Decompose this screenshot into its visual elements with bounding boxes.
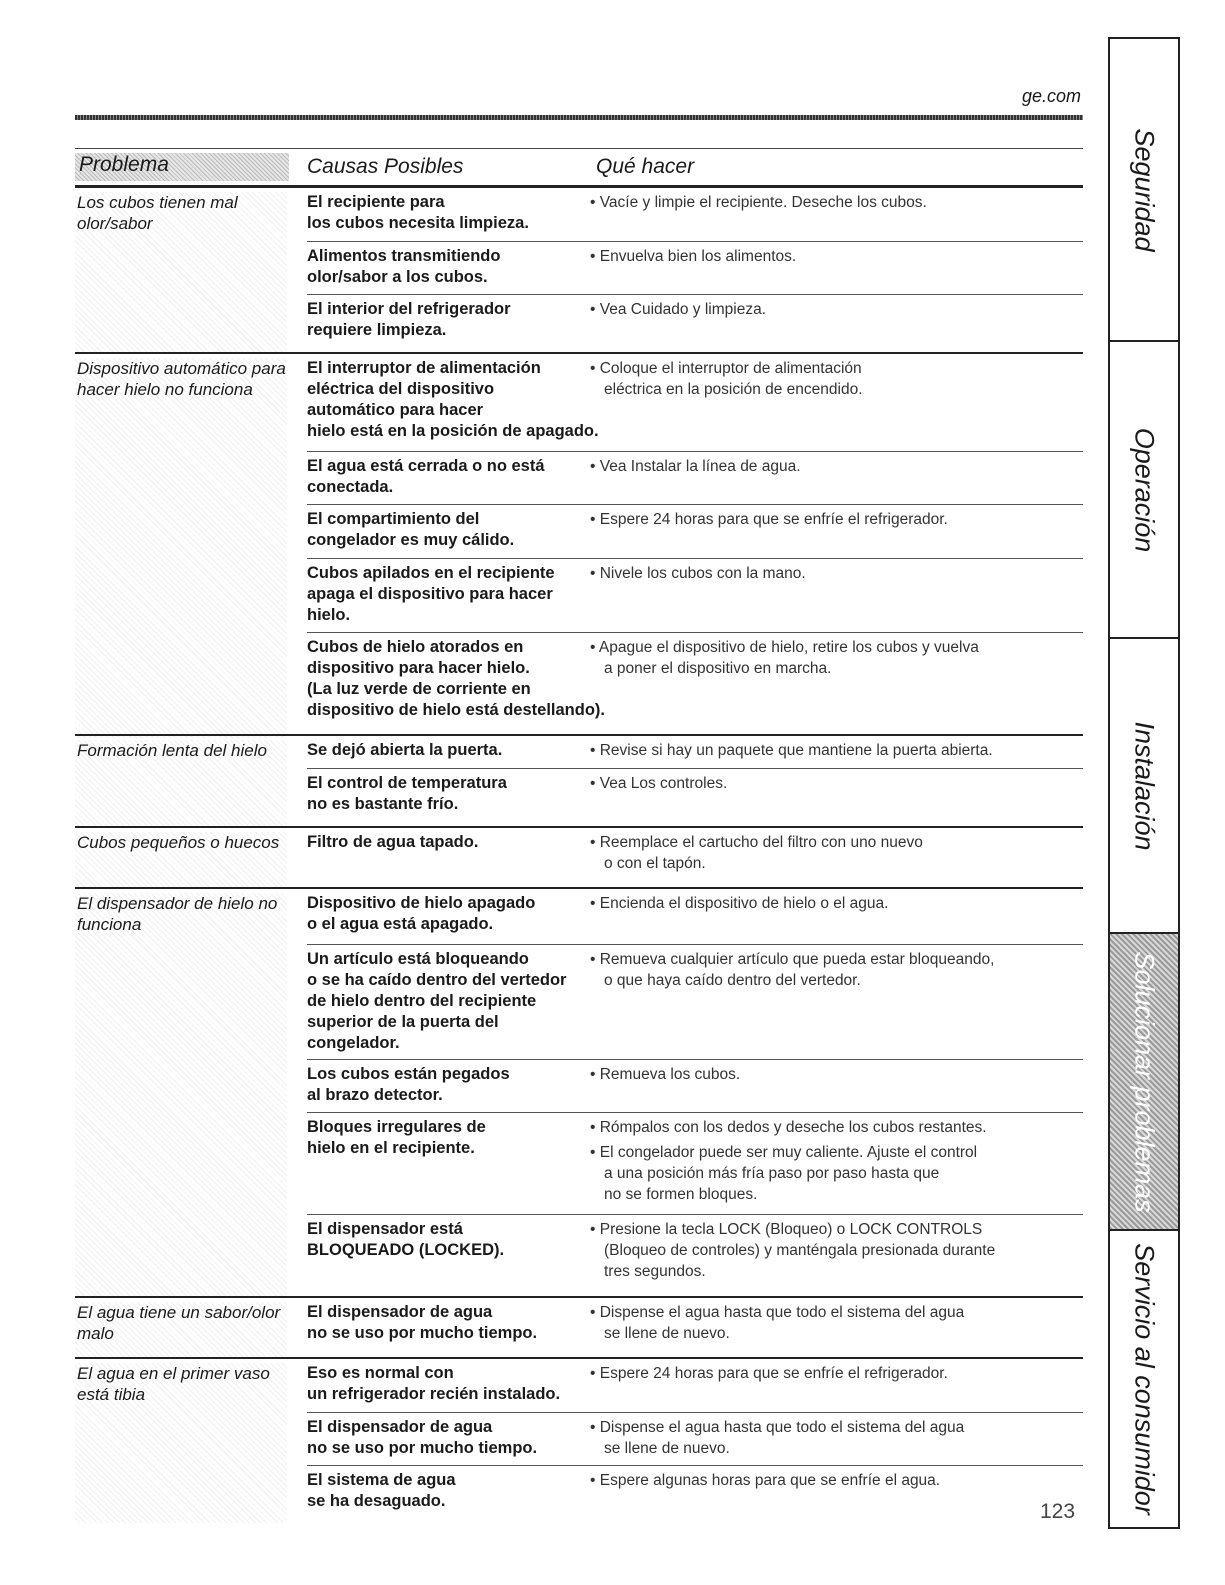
cause-text: El agua está cerrada o no está conectada. <box>307 457 545 496</box>
tab-label: Solucionar problemas <box>1129 950 1160 1213</box>
table-row <box>307 768 1083 827</box>
tab-label: Operación <box>1129 427 1160 552</box>
problem-label: Dispositivo automático para hacer hielo no funciona <box>75 358 287 738</box>
solution-text <box>590 1363 1075 1384</box>
solution-bullet: • Remueva cualquier artículo que pueda estar bloqueando, o que haya caído dentro del vertedor. <box>590 949 1075 991</box>
table-row <box>307 558 1083 632</box>
table-row <box>307 451 1083 504</box>
solution-bullet: • Dispense el agua hasta que todo el sistema del agua se llene de nuevo. <box>590 1302 1075 1344</box>
tab-servicio-al-consumidor[interactable] <box>1110 1231 1178 1527</box>
table-row <box>307 1059 1083 1112</box>
solution-text <box>590 1470 1075 1491</box>
problem-label: Cubos pequeños o huecos <box>75 832 287 888</box>
problem-group <box>75 352 1083 738</box>
problem-group <box>75 734 1083 827</box>
solution-bullet: • Espere algunas horas para que se enfríe el agua. <box>590 1470 1075 1491</box>
table-row <box>307 1112 1083 1214</box>
cause-text: El dispensador de agua no se uso por mucho tiempo. <box>307 1418 538 1457</box>
table-row <box>307 241 1083 294</box>
section-tabs <box>1108 37 1180 1529</box>
table-header <box>75 148 1083 187</box>
table-row <box>307 736 1083 768</box>
problem-label: Los cubos tienen mal olor/sabor <box>75 192 287 353</box>
table-row <box>307 632 1083 737</box>
table-row <box>307 828 1083 886</box>
tab-operacion[interactable] <box>1110 342 1178 639</box>
problem-label: El agua en el primer vaso está tibia <box>75 1363 287 1523</box>
table-row <box>307 944 1083 1059</box>
table-row <box>307 1465 1083 1522</box>
solution-bullet: • Vea Instalar la línea de agua. <box>590 456 1075 477</box>
column-header-problem: Problema <box>75 153 289 181</box>
cause-text: El interior del refrigerador requiere limpieza. <box>307 300 511 339</box>
problem-group <box>75 1357 1083 1523</box>
solution-bullet: • Envuelva bien los alimentos. <box>590 246 1075 267</box>
solution-text <box>590 563 1075 584</box>
table-row <box>307 889 1083 943</box>
solution-bullet: • Vacíe y limpie el recipiente. Deseche los cubos. <box>590 192 1075 213</box>
cause-text: El dispensador de agua no se uso por mucho tiempo. <box>307 1303 538 1342</box>
tab-label: Servicio al consumidor <box>1129 1243 1160 1515</box>
cause-text: Cubos apilados en el recipiente apaga el dispositivo para hacer hielo. <box>307 564 555 624</box>
solution-bullet: • Presione la tecla LOCK (Bloqueo) o LOCK CONTROLS (Bloqueo de controles) y manténgala presionada durante tres segundos. <box>590 1219 1075 1282</box>
solution-bullet: • Rómpalos con los dedos y deseche los cubos restantes. <box>590 1117 1075 1138</box>
cause-text: Dispositivo de hielo apagado o el agua está apagado. <box>307 894 536 933</box>
cause-text: El compartimiento del congelador es muy cálido. <box>307 510 515 549</box>
cause-text: Un artículo está bloqueando o se ha caído dentro del vertedor de hielo dentro del recipiente superior de la puerta del congelador. <box>307 950 567 1052</box>
cause-text: Filtro de agua tapado. <box>307 833 479 851</box>
solution-text <box>590 299 1075 320</box>
solution-text <box>590 773 1075 794</box>
site-url: ge.com <box>1021 86 1081 106</box>
cause-text: El sistema de agua se ha desaguado. <box>307 1471 456 1510</box>
solution-bullet: • Vea Cuidado y limpieza. <box>590 299 1075 320</box>
cause-text: Bloques irregulares de hielo en el recipiente. <box>307 1118 486 1157</box>
solution-text <box>590 740 1075 761</box>
tab-instalacion[interactable] <box>1110 639 1178 934</box>
tab-label: Seguridad <box>1129 127 1160 252</box>
table-row <box>307 1214 1083 1297</box>
table-row <box>307 294 1083 353</box>
table-row <box>307 504 1083 558</box>
problem-group <box>75 186 1083 353</box>
page-number: 123 <box>1040 1500 1076 1523</box>
solution-text <box>590 637 1075 679</box>
solution-text <box>590 246 1075 267</box>
cause-text: El dispensador está BLOQUEADO (LOCKED). <box>307 1220 505 1259</box>
solution-text <box>590 832 1075 874</box>
cause-text: Cubos de hielo atorados en dispositivo para hacer hielo. (La luz verde de corriente en dispositivo de hielo está destellando). <box>307 638 605 719</box>
table-row <box>307 1359 1083 1411</box>
problem-label: El dispensador de hielo no funciona <box>75 893 287 1297</box>
cause-text: El control de temperatura no es bastante frío. <box>307 774 507 813</box>
solution-text <box>590 1302 1075 1344</box>
tab-seguridad[interactable] <box>1110 39 1178 342</box>
table-row <box>307 1298 1083 1356</box>
problem-label: Formación lenta del hielo <box>75 740 287 827</box>
solution-text <box>590 358 1075 400</box>
problem-group <box>75 887 1083 1297</box>
solution-bullet: • Encienda el dispositivo de hielo o el agua. <box>590 893 1075 914</box>
solution-bullet: • Apague el dispositivo de hielo, retire los cubos y vuelva a poner el dispositivo en marcha. <box>590 637 1075 679</box>
column-header-causes: Causas Posibles <box>307 155 464 178</box>
solution-bullet: • Revise si hay un paquete que mantiene la puerta abierta. <box>590 740 1075 761</box>
cause-text: Eso es normal con un refrigerador recién instalado. <box>307 1364 561 1403</box>
cause-text: El recipiente para los cubos necesita limpieza. <box>307 193 529 232</box>
solution-text <box>590 949 1075 991</box>
table-row <box>307 354 1083 450</box>
solution-bullet: • Dispense el agua hasta que todo el sistema del agua se llene de nuevo. <box>590 1417 1075 1459</box>
solution-bullet: • Nivele los cubos con la mano. <box>590 563 1075 584</box>
solution-bullet: • El congelador puede ser muy caliente. Ajuste el control a una posición más fría paso por paso hasta que no se formen bloques. <box>590 1142 1075 1205</box>
solution-text <box>590 1417 1075 1459</box>
tab-label: Instalación <box>1129 720 1160 851</box>
solution-text <box>590 1117 1075 1205</box>
problem-label: El agua tiene un sabor/olor malo <box>75 1302 287 1358</box>
table-row <box>307 188 1083 240</box>
cause-text: Se dejó abierta la puerta. <box>307 741 503 759</box>
solution-bullet: • Remueva los cubos. <box>590 1064 1075 1085</box>
solution-text <box>590 192 1075 213</box>
cause-text: Alimentos transmitiendo olor/sabor a los cubos. <box>307 247 501 286</box>
solution-text <box>590 509 1075 530</box>
solution-text <box>590 893 1075 914</box>
problem-group <box>75 1296 1083 1358</box>
solution-text <box>590 456 1075 477</box>
header-rule <box>75 115 1083 120</box>
tab-solucionar-problemas[interactable] <box>1110 934 1178 1231</box>
problem-group <box>75 826 1083 888</box>
solution-bullet: • Coloque el interruptor de alimentación eléctrica en la posición de encendido. <box>590 358 1075 400</box>
solution-text <box>590 1064 1075 1085</box>
cause-text: Los cubos están pegados al brazo detector. <box>307 1065 510 1104</box>
solution-bullet: • Vea Los controles. <box>590 773 1075 794</box>
solution-text <box>590 1219 1075 1282</box>
column-header-todo: Qué hacer <box>596 155 695 178</box>
solution-bullet: • Espere 24 horas para que se enfríe el refrigerador. <box>590 1363 1075 1384</box>
solution-bullet: • Espere 24 horas para que se enfríe el refrigerador. <box>590 509 1075 530</box>
table-row <box>307 1412 1083 1465</box>
solution-bullet: • Reemplace el cartucho del filtro con uno nuevo o con el tapón. <box>590 832 1075 874</box>
cause-text: El interruptor de alimentación eléctrica del dispositivo automático para hacer hielo está en la posición de apagado. <box>307 359 599 440</box>
